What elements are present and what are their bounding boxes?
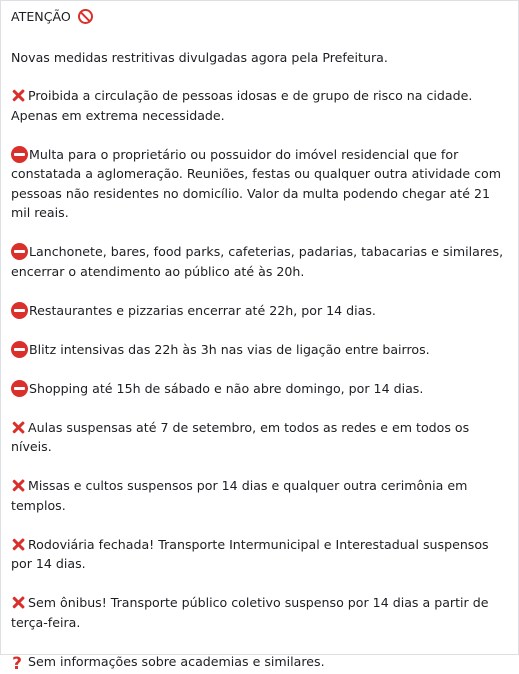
list-item bbox=[11, 476, 509, 515]
list-item bbox=[11, 145, 509, 223]
list-item-text: Proibida a circulação de pessoas idosas e de grupo de risco na cidade. Apenas em extrema necessidade. bbox=[11, 88, 473, 123]
post-intro: Novas medidas restritivas divulgadas agora pela Prefeitura. bbox=[11, 49, 388, 65]
list-item bbox=[11, 242, 509, 281]
list-item bbox=[11, 301, 509, 321]
list-item-text: Sem ônibus! Transporte público coletivo suspenso por 14 dias a partir de terça-feira. bbox=[11, 595, 489, 630]
post-body bbox=[1, 1, 518, 672]
no-entry-icon bbox=[11, 146, 28, 163]
cross-mark-icon bbox=[11, 88, 26, 103]
list-item-text: Rodoviária fechada! Transporte Intermunicipal e Interestadual suspensos por 14 dias. bbox=[11, 536, 489, 571]
cross-mark-icon bbox=[11, 420, 26, 435]
cross-mark-icon bbox=[11, 478, 26, 493]
list-item-text: Sem informações sobre academias e similares. bbox=[28, 653, 325, 669]
list-item bbox=[11, 379, 509, 399]
prohibited-icon bbox=[78, 9, 93, 24]
post-title: ATENÇÃO bbox=[11, 9, 71, 24]
no-entry-icon bbox=[11, 341, 28, 358]
list-item bbox=[11, 593, 509, 632]
cross-mark-icon bbox=[11, 537, 26, 552]
list-item bbox=[11, 340, 509, 360]
no-entry-icon bbox=[11, 302, 28, 319]
no-entry-icon bbox=[11, 380, 28, 397]
list-item bbox=[11, 418, 509, 457]
list-item-text: Restaurantes e pizzarias encerrar até 22h, por 14 dias. bbox=[29, 302, 376, 318]
list-item bbox=[11, 535, 509, 574]
list-item bbox=[11, 86, 509, 125]
list-item-text: Aulas suspensas até 7 de setembro, em todos as redes e em todos os níveis. bbox=[11, 419, 470, 454]
post-title-line bbox=[11, 7, 509, 27]
question-mark-icon: ? bbox=[12, 653, 22, 674]
list-item-text: Missas e cultos suspensos por 14 dias e qualquer outra cerimônia em templos. bbox=[11, 478, 468, 513]
list-item-text: Shopping até 15h de sábado e não abre domingo, por 14 dias. bbox=[29, 380, 424, 396]
no-entry-icon bbox=[11, 243, 28, 260]
cross-mark-icon bbox=[11, 595, 26, 610]
list-item-text: Multa para o proprietário ou possuidor do imóvel residencial que for constatada a aglomeração. Reuniões, festas ou qualquer outra atividade com pessoas não residentes no domicílio. Valor da multa podendo chegar até 21 mil reais. bbox=[11, 146, 502, 220]
list-item-text: Lanchonete, bares, food parks, cafeterias, padarias, tabacarias e similares, encerrar o atendimento ao público até às 20h. bbox=[11, 244, 504, 279]
list-item-text: Blitz intensivas das 22h às 3h nas vias de ligação entre bairros. bbox=[29, 341, 430, 357]
